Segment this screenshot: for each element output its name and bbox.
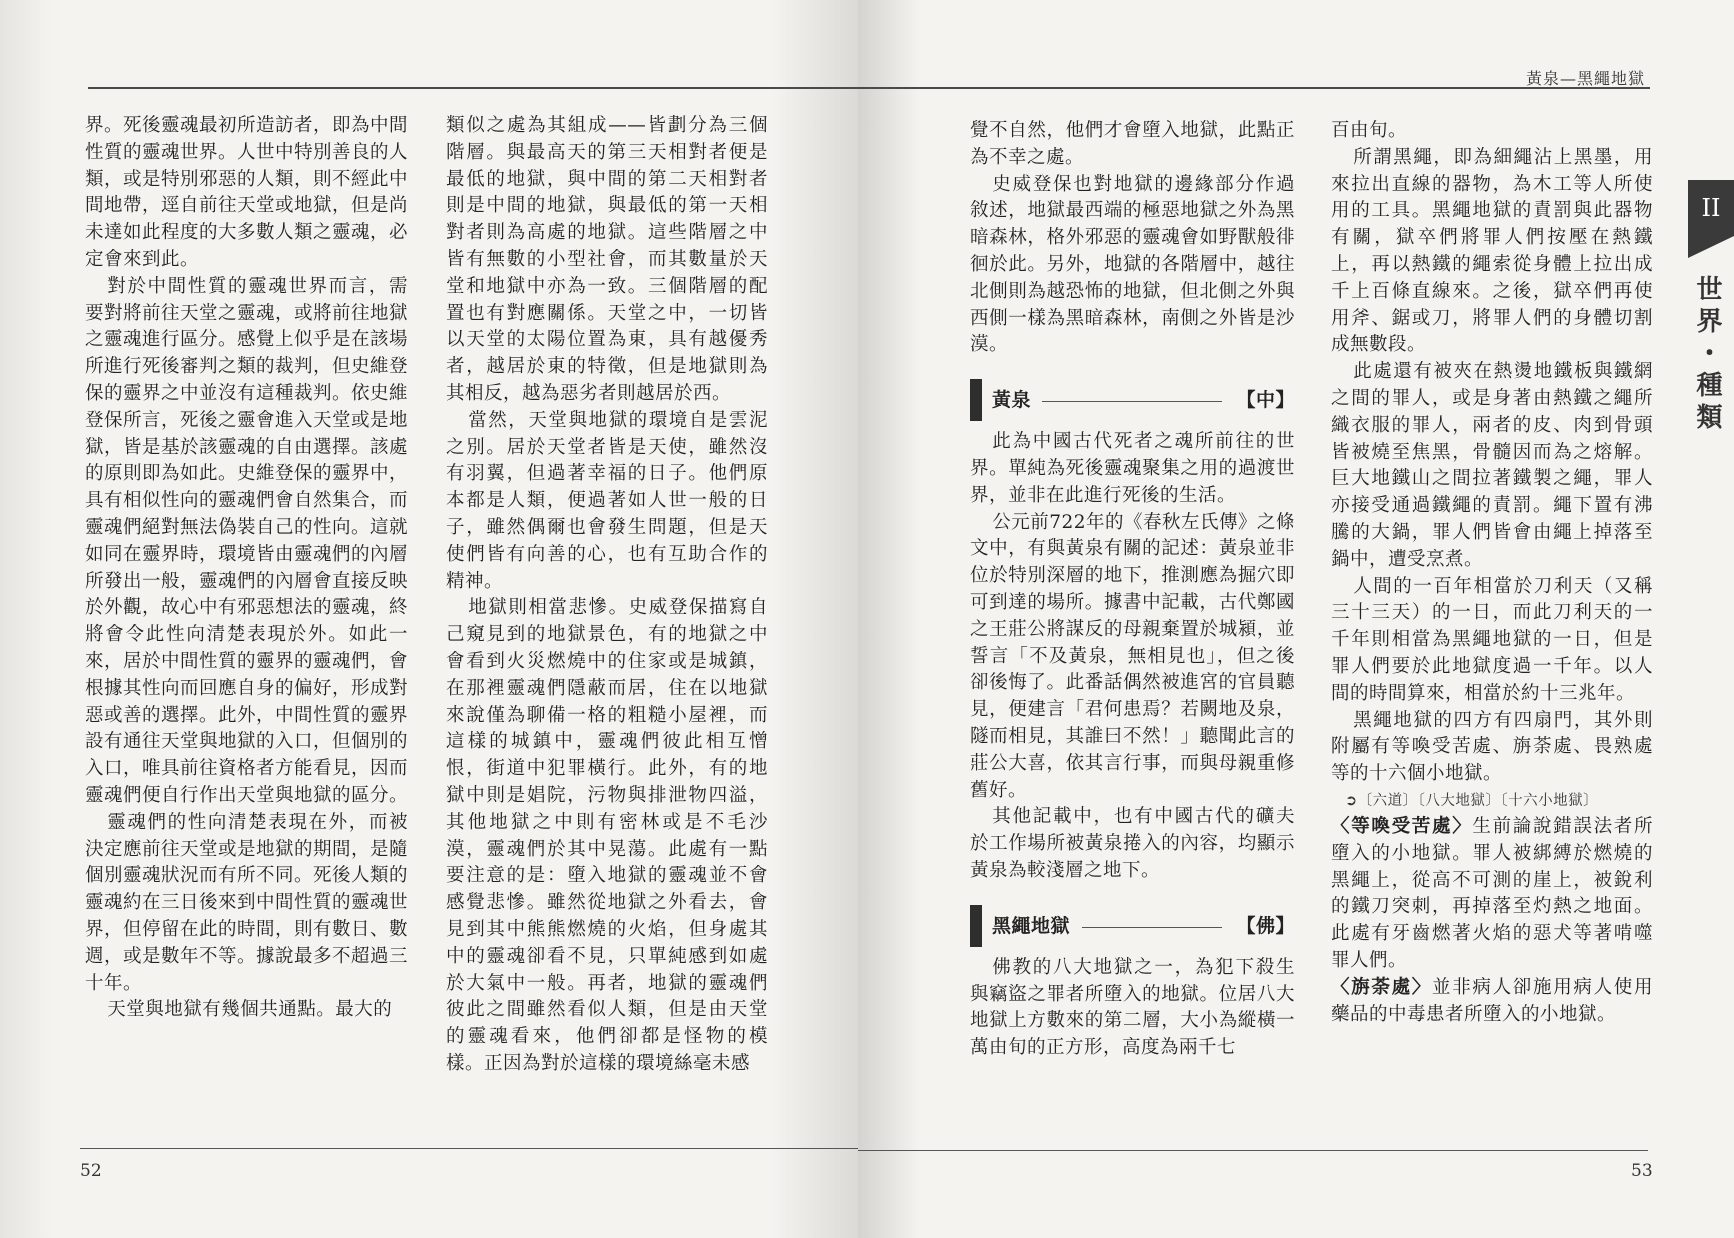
right-column-1 — [970, 118, 1295, 1062]
left-column-1 — [85, 113, 408, 1024]
heading-rule — [1082, 927, 1222, 928]
paragraph: 天堂與地獄有幾個共通點。最大的 — [107, 999, 393, 1021]
paragraph: 此處還有被夾在熱燙地鐵板與鐵網之間的罪人，或是身著由熱鐵之繩所織衣服的罪人，兩者的皮、肉到骨頭皆被燒至焦黑，骨髓因而為之熔解。巨大地鐵山之間拉著鐵製之繩，罪人亦接受通過鐵繩的責罰。繩下置有沸騰的大鍋，罪人們皆會由繩上掉落至鍋中，遭受烹煮。 — [1331, 361, 1653, 570]
entry-tag: 【中】 — [1236, 389, 1295, 412]
chapter-tab: II — [1688, 180, 1734, 236]
paragraph: 其他記載中，也有中國古代的礦夫於工作場所被黃泉捲入的內容，均顯示黃泉為較淺層之地下。 — [970, 806, 1295, 881]
heading-bar — [970, 379, 982, 421]
paragraph: 當然，天堂與地獄的環境自是雲泥之別。居於天堂者皆是天使，雖然沒有羽翼，但過著幸福的日子。他們原本都是人類，便過著如人世一般的日子，雖然偶爾也會發生問題，但是天使們皆有向善的心，也有互助合作的精神。 — [446, 409, 768, 592]
sub-entry-text: 生前論說錯誤法者所墮入的小地獄。罪人被綁縛於燃燒的黑繩上，從高不可測的崖上，被銳利的鐵刀突刺，再掉落至灼熱之地面。此處有牙齒燃著火焰的惡犬等著啃噬罪人們。 — [1331, 815, 1653, 971]
left-column-2 — [446, 113, 768, 1078]
paragraph: 百由旬。 — [1331, 120, 1408, 141]
sub-entry-text: 並非病人卻施用病人使用藥品的中毒患者所墮入的小地獄。 — [1331, 976, 1653, 1025]
entry-tag: 【佛】 — [1236, 914, 1295, 937]
paragraph: 佛教的八大地獄之一，為犯下殺生與竊盜之罪者所墮入的地獄。位居八大地獄上方數來的第二層，大小為縱橫一萬由旬的正方形，高度為兩千七 — [970, 956, 1295, 1059]
entry-title: 黑繩地獄 — [992, 914, 1071, 937]
right-column-2 — [1331, 118, 1653, 1028]
sub-entry-title: 〈等喚受苦處〉 — [1331, 815, 1473, 837]
header-rule — [88, 87, 858, 89]
chapter-label: 世界・種類 — [1692, 275, 1722, 435]
heading-bar — [970, 905, 982, 947]
paragraph: 所謂黑繩，即為細繩沾上黑墨，用來拉出直線的器物，為木工等人所使用的工具。黑繩地獄的責罰與此器物有關，獄卒們將罪人們按壓在熱鐵上，再以熱鐵的繩索從身體上拉出成千上百條直線來。之後，獄卒們再使用斧、鋸或刀，將罪人們的身體切割成無數段。 — [1331, 146, 1653, 356]
running-head: 黃泉—黑繩地獄 — [1525, 69, 1645, 88]
paragraph: 類似之處為其組成——皆劃分為三個階層。與最高天的第三天相對者便是最低的地獄，與中間的第二天相對者則是中間的地獄，與最低的第一天相對者則為高處的地獄。這些階層之中皆有無數的小型社會，而其數量於天堂和地獄中亦為一致。三個階層的配置也有對應關係。天堂之中，一切皆以天堂的太陽位置為東，具有越優秀者，越居於東的特徵，但是地獄則為其相反，越為惡劣者則越居於西。 — [446, 115, 768, 404]
paragraph: 靈魂們的性向清楚表現在外，而被決定應前往天堂或是地獄的期間，是隨個別靈魂狀況而有所不同。死後人類的靈魂約在三日後來到中間性質的靈魂世界，但停留在此的時間，則有數日、數週，或是數年不等。據說最多不超過三十年。 — [85, 811, 409, 994]
entry-title: 黃泉 — [992, 389, 1032, 412]
footer-rule — [858, 1150, 1648, 1151]
paragraph: 界。死後靈魂最初所造訪者，即為中間性質的靈魂世界。人世中特別善良的人類，或是特別邪惡的人類，則不經此中間地帶，逕自前往天堂或地獄，但是尚未達如此程度的大多數人類之靈魂，必定會來到此。 — [85, 115, 409, 270]
right-page — [858, 0, 1734, 1238]
sub-entry-dengan — [1331, 814, 1653, 975]
left-page — [0, 0, 858, 1238]
heading-rule — [1042, 401, 1222, 402]
page-number-right: 53 — [1631, 1161, 1653, 1181]
cross-reference: ➲〔六道〕〔八大地獄〕〔十六小地獄〕 — [1345, 792, 1599, 809]
entry-heading-heisheng — [970, 905, 1295, 947]
paragraph: 黑繩地獄的四方有四扇門，其外則附屬有等喚受苦處、旃荼處、畏熟處等的十六個小地獄。 — [1331, 709, 1653, 785]
sub-entry-zhantu — [1331, 975, 1653, 1029]
page-number-left: 52 — [80, 1161, 102, 1181]
paragraph: 地獄則相當悲慘。史威登保描寫自己窺見到的地獄景色，有的地獄之中會看到火災燃燒中的住家或是城鎮，在那裡靈魂們隱蔽而居，住在以地獄來說僅為聊備一格的粗糙小屋裡，而這樣的城鎮中，靈魂們彼此相互憎恨，街道中犯罪橫行。此外，有的地獄中則是娼院，污物與排泄物四溢，其他地獄之中則有密林或是不毛沙漠，靈魂們於其中晃蕩。此處有一點要注意的是：墮入地獄的靈魂並不會感覺悲慘。雖然從地獄之外看去，會見到其中熊熊燃燒的火焰，但身處其中的靈魂卻看不見，只單純感到如處於大氣中一般。再者，地獄的靈魂們彼此之間雖然看似人類，但是由天堂的靈魂看來，他們卻都是怪物的模樣。正因為對於這樣的環境絲毫未感 — [446, 597, 768, 1074]
sub-entry-title: 〈旃荼處〉 — [1331, 976, 1432, 998]
paragraph: 公元前722年的《春秋左氏傳》之條文中，有與黃泉有關的記述：黃泉並非位於特別深層的地下，推測應為掘穴即可到達的場所。據書中記載，古代鄭國之王莊公將謀反的母親棄置於城潁，並誓言「不及黃泉，無相見也」，但之後卻後悔了。此番話偶然被進宮的官員聽見，便建言「君何患焉？若闕地及泉，隧而相見，其誰曰不然！」聽聞此言的莊公大喜，依其言行事，而與母親重修舊好。 — [970, 511, 1295, 801]
entry-heading-huangquan — [970, 379, 1295, 421]
paragraph: 此為中國古代死者之魂所前往的世界。單純為死後靈魂聚集之用的過渡世界，並非在此進行死後的生活。 — [970, 431, 1295, 506]
paragraph: 人間的一百年相當於刀利天（又稱三十三天）的一日，而此刀利天的一千年則相當為黑繩地獄的一日，但是罪人們要於此地獄度過一千年。以人間的時間算來，相當於約十三兆年。 — [1331, 575, 1653, 704]
paragraph: 對於中間性質的靈魂世界而言，需要對將前往天堂之靈魂，或將前往地獄之靈魂進行區分。感覺上似乎是在該場所進行死後審判之類的裁判，但史維登保的靈界之中並沒有這種裁判。依史維登保所言，死後之靈會進入天堂或是地獄，皆是基於該靈魂的自由選擇。該處的原則即為如此。史維登保的靈界中，具有相似性向的靈魂們會自然集合，而靈魂們絕對無法偽裝自己的性向。這就如同在靈界時，環境皆由靈魂們的內層所發出一般，靈魂們的內層會直接反映於外觀，故心中有邪惡想法的靈魂，終將會令此性向清楚表現於外。如此一來，居於中間性質的靈界的靈魂們，會根據其性向而回應自身的偏好，形成對惡或善的選擇。此外，中間性質的靈界設有通往天堂與地獄的入口，但個別的入口，唯具前往資格者方能看見，因而靈魂們便自行作出天堂與地獄的區分。 — [85, 275, 409, 806]
paragraph: 覺不自然，他們才會墮入地獄，此點正為不幸之處。 — [970, 120, 1295, 168]
footer-rule — [80, 1148, 858, 1149]
paragraph: 史威登保也對地獄的邊緣部分作過敘述，地獄最西端的極惡地獄之外為黑暗森林，格外邪惡的靈魂會如野獸般徘徊於此。另外，地獄的各階層中，越往北側則為越恐怖的地獄，但北側之外與西側一樣為黑暗森林，南側之外皆是沙漠。 — [970, 173, 1295, 356]
